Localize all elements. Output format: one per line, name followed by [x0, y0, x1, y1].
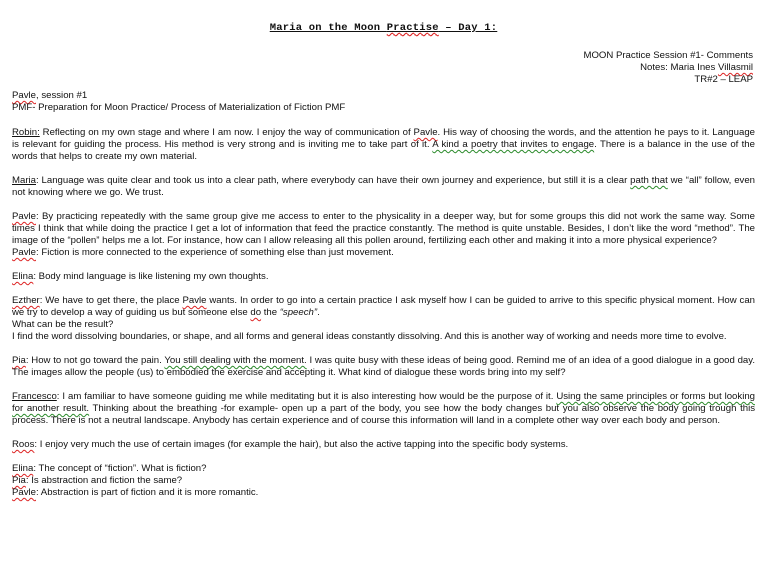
header-notes-line: Notes: Maria Ines Villasmil: [640, 62, 753, 73]
comment-pavle-abstraction: Pavle: Abstraction is part of fiction and it is more romantic.: [12, 487, 259, 498]
session-name: Pavle: [12, 90, 36, 101]
speaker-pia: Pia: [12, 475, 26, 486]
speaker-francesco: Francesco: [12, 391, 57, 402]
speaker-pavle: Pavle: [12, 247, 36, 258]
title-misspelled-word: Practise: [386, 22, 439, 34]
comment-maria: Maria: Language was quite clear and took us into a clear path, where everybody can have their own journey and experience, but still it is a clear path that we “all” follow, even not knowing where we go. We trust.: [12, 175, 755, 198]
comment-elina-fiction: Elina: The concept of “fiction”. What is fiction?: [12, 463, 207, 474]
header-block: [12, 50, 755, 86]
comment-pavle: Pavle: By practicing repeatedly with the same group give me access to enter to the physicality in a deeper way, but for some groups this did not work the same way. Some times I think that while doing the practice I get a lot of information that feed the practice constantly. The method is quite unstable. Besides, I don’t like the word “method”. The image of the “pollen” helps me a lot. For instance, how can I allow releasing all this pollen around, fertilizing each other and making it into a more physical experience?: [12, 211, 755, 246]
comment-pia-abstraction: Pia: Is abstraction and fiction the same?: [12, 475, 183, 486]
comment-ezther-dissolving: I find the word dissolving boundaries, or shape, and all forms and general ideas constantly dissolving. And this is another way of working and needs more time to evolve.: [12, 331, 727, 342]
comment-roos: Roos: I enjoy very much the use of certain images (for example the hair), but also the active tapping into the specific body systems.: [12, 439, 569, 450]
comment-robin: Robin: Reflecting on my own stage and where I am now. I enjoy the way of communication of Pavle. His way of choosing the words, and the attention he pays to it. Language is relevant for guiding the process. His method is very strong and is inviting me to take part of it. A kind a poetry that invites to engage. There is a balance in the use of the words that helps to create my own material.: [12, 127, 755, 162]
speaker-robin: Robin:: [12, 127, 40, 138]
grammar-highlight: You still dealing with the moment.: [164, 355, 307, 366]
speaker-pia: Pia: [12, 355, 26, 366]
header-session-line: MOON Practice Session #1- Comments: [583, 50, 753, 61]
comment-elina: Elina: Body mind language is like listening my own thoughts.: [12, 271, 269, 282]
grammar-highlight: path that: [630, 175, 668, 186]
speaker-pavle: Pavle: [12, 211, 36, 222]
speaker-roos: Roos: [12, 439, 35, 450]
header-author-surname: Villasmil: [717, 62, 753, 73]
document-title: Maria on the Moon Practise – Day 1:: [269, 22, 498, 34]
speaker-elina: Elina: [12, 463, 34, 474]
session-subtitle: PMF- Preparation for Moon Practice/ Process of Materialization of Fiction PMF: [12, 102, 346, 113]
session-heading: Pavle, session #1 PMF- Preparation for Moon Practice/ Process of Materialization of Fiction PMF: [12, 90, 755, 114]
grammar-highlight: Using the same principles or forms but looking for another result.: [12, 391, 755, 414]
comment-pavle-fiction: Pavle: Fiction is more connected to the experience of something else than just movement.: [12, 247, 394, 258]
speaker-ezther: Ezther: [12, 295, 40, 306]
speaker-elina: Elina: [12, 271, 34, 282]
header-tr-line: TR#2 – LEAP: [694, 74, 753, 85]
comment-pia: Pia: How to not go toward the pain. You still dealing with the moment. I was quite busy with these ideas of being good. Remind me of an idea of a good dialogue in a good day. The images allow the people (us) to embodied the exercise and accepting it. What kind of dialogue these words bring into my self?: [12, 355, 756, 378]
comment-ezther-question: What can be the result?: [12, 319, 114, 330]
comment-francesco: Francesco: I am familiar to have someone guiding me while meditating but it is also interesting how would be the purpose of it. Using the same principles or forms but looking for another result. Thinking about the breathing -for example- open up a part of the body, you see how the body changes but you also observe the body going trough this process. There is not a neutral landscape. Anybody has certain experience and of course this information will land in a complete other way over each body and person.: [12, 391, 755, 426]
speaker-pavle: Pavle: [12, 487, 36, 498]
speaker-maria: Maria: [12, 175, 36, 186]
grammar-highlight: A kind a poetry that invites to engage: [432, 139, 595, 150]
comment-ezther: Ezther: We have to get there, the place Pavle wants. In order to go into a certain practice I ask myself how I can be guided to arrive to this specific physical moment. How can we try to develop a way of guiding us but someone else do the “speech”.: [12, 295, 756, 318]
